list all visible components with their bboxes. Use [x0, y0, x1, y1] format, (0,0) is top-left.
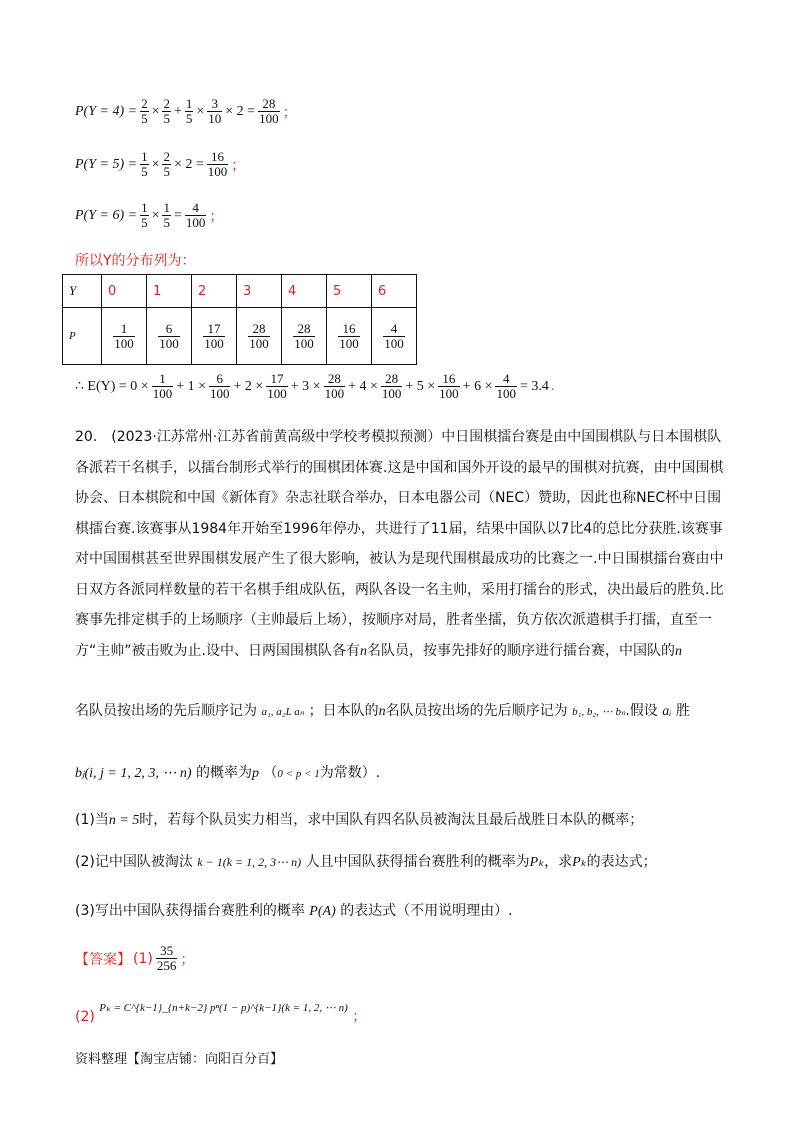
term: + 4 × — [348, 378, 378, 394]
footer-source: 资料整理【淘宝店铺：向阳百分百】 — [75, 1052, 284, 1067]
var-pk: Pₖ — [572, 855, 587, 870]
answer-formula: Pₖ = C^{k−1}_{n+k−2} pⁿ(1 − p)^{k−1}(k = 1, 2, ⋯ n) — [99, 1002, 348, 1014]
var-n: n — [359, 643, 367, 659]
operator: × 2 = — [173, 156, 204, 172]
var-p: p — [251, 766, 259, 781]
fraction: $\frac{1}{5}$ — [141, 200, 148, 230]
table-cell: $\frac{6}{100}$ — [147, 308, 192, 365]
expectation-equation — [75, 372, 554, 401]
text: .假设 — [625, 703, 658, 719]
punctuation: ； — [282, 105, 297, 121]
text: 的概率为 — [195, 765, 252, 781]
text: 记中国队被淘汰 — [94, 854, 193, 870]
answer-label: (2) — [75, 1009, 95, 1025]
text: 时，若每个队员实力相当，求中国队有四名队员被淘汰且最后战胜日本队的概率； — [139, 812, 644, 828]
text: ；日本队的 — [308, 703, 379, 719]
operator: × — [196, 103, 205, 119]
var-pk: Pₖ — [529, 855, 545, 870]
distribution-title: 所以Y的分布列为： — [75, 253, 196, 269]
question-label: (2) — [75, 854, 95, 870]
text: 人且中国队获得擂台赛胜利的概率为 — [305, 854, 530, 870]
punctuation: ； — [180, 951, 195, 968]
var-ai: aᵢ — [662, 704, 672, 719]
equation-p-y-5 — [75, 150, 245, 179]
term: + 6 × — [462, 378, 493, 394]
fraction: $\frac{1}{5}$ — [163, 200, 170, 230]
table-header-y: Y — [63, 275, 102, 308]
answer-fraction: $\frac{35}{256}$ — [156, 943, 177, 973]
eq-lhs: P(Y = 6) = — [75, 207, 138, 223]
var-n: n — [378, 704, 386, 719]
fraction: $\frac{1}{100}$ — [152, 371, 173, 401]
fraction: $\frac{2}{5}$ — [163, 96, 170, 126]
operator: × — [151, 103, 160, 119]
text: 的表达式（不用说明理由）. — [340, 903, 513, 919]
text: 胜 — [675, 703, 690, 719]
var-pa: P(A) — [309, 904, 336, 919]
result: = 3.4 — [519, 378, 549, 394]
var-bj: bⱼ(i, j = 1, 2, 3, ⋯ n) — [75, 766, 192, 781]
fraction: $\frac{28}{100}$ — [324, 371, 345, 401]
equation-p-y-4 — [75, 97, 297, 126]
fraction: $\frac{6}{100}$ — [209, 371, 230, 401]
table-cell: 2 — [192, 275, 237, 308]
text: 名队员按出场的先后顺序记为 — [75, 703, 257, 719]
answer-tag: 【答案】 — [75, 951, 131, 968]
term: + 2 × — [233, 378, 264, 394]
table-cell: 4 — [282, 275, 327, 308]
punctuation: . — [550, 378, 555, 394]
operator: × — [151, 156, 160, 172]
text: 写出中国队获得擂台赛胜利的概率 — [94, 903, 305, 919]
table-cell: 0 — [102, 275, 147, 308]
eq-lhs: ∴ E(Y) = 0 × — [75, 379, 149, 394]
term: + 3 × — [290, 378, 321, 394]
text: 当 — [94, 812, 109, 828]
table-cell: 3 — [237, 275, 282, 308]
table-header-p: P — [63, 308, 102, 365]
eq-lhs: P(Y = 4) = — [75, 103, 138, 119]
question-label: (1) — [75, 812, 95, 828]
table-cell: 1 — [147, 275, 192, 308]
question-2 — [75, 851, 657, 871]
text: （ — [263, 765, 278, 781]
var-k: k − 1(k = 1, 2, 3⋯ n) — [197, 855, 302, 869]
table-row-values — [63, 275, 417, 308]
fraction: $\frac{28}{100}$ — [381, 371, 402, 401]
fraction: $\frac{17}{100}$ — [267, 371, 287, 401]
table-cell: $\frac{16}{100}$ — [327, 308, 372, 365]
answer-line-1 — [75, 944, 194, 973]
problem-body-cont: 名队员，按事先排好的顺序进行擂台赛，中国队的 — [366, 642, 675, 659]
fraction: $\frac{2}{5}$ — [141, 96, 148, 126]
punctuation: ； — [209, 209, 224, 225]
table-cell: $\frac{28}{100}$ — [237, 308, 282, 365]
question-1 — [75, 809, 643, 829]
condition: 0 < p < 1 — [277, 768, 320, 780]
table-row-probs — [63, 308, 417, 365]
eq-lhs: P(Y = 5) = — [75, 156, 138, 172]
table-cell: 5 — [327, 275, 372, 308]
sequence-a: a₁, a₂L aₙ — [261, 706, 305, 718]
table-cell: $\frac{28}{100}$ — [282, 308, 327, 365]
condition: n = 5 — [108, 813, 140, 828]
term: + 1 × — [176, 378, 206, 394]
equation-p-y-6 — [75, 201, 223, 230]
fraction: $\frac{1}{5}$ — [141, 149, 148, 179]
result-fraction: $\frac{16}{100}$ — [207, 149, 228, 179]
punctuation: ； — [352, 1009, 367, 1025]
text: 的表达式； — [586, 854, 657, 870]
text: ，求 — [544, 854, 573, 870]
var-n: n — [674, 643, 682, 659]
answer-label: (1) — [133, 950, 153, 967]
operator: + — [173, 103, 182, 119]
sequence-b: b₁, b₂, ⋯ bₙ — [572, 706, 626, 718]
operator: = — [173, 207, 182, 223]
table-cell: $\frac{4}{100}$ — [372, 308, 417, 365]
operator: × — [151, 207, 160, 223]
problem-body: 20. (2023·江苏常州·江苏省前黄高级中学校考模拟预测）中日围棋擂台赛是由中国围棋队与日本围棋队各派若干名棋手，以擂台制形式举行的围棋团体赛.这是中国和国外开设的最早的围棋对抗赛，由中国围棋协会、日本棋院和中国《新体育》杂志社联合举办，日本电器公司（NEC）赞助，因此也称NEC杯中日围棋擂台赛.该赛事从1984年开始至1996年停办，共进行了11届，结果中国队以7比4的总比分获胜.该赛事对中国围棋甚至世界围棋发展产生了很大影响，被认为是现代围棋最成功的比赛之一.中日围棋擂台赛由中日双方各派同样数量的若干名棋手组成队伍，两队各设一名主帅，采用打擂台的形式，决出最后的胜负.比赛事先排定棋手的上场顺序（主帅最后上场），按顺序对局，胜者坐擂，负方依次派遣棋手打擂，直至一方“主帅”被击败为止.设中、日两国围棋队各有 — [75, 429, 724, 659]
fraction: $\frac{4}{100}$ — [496, 371, 516, 401]
result-fraction: $\frac{4}{100}$ — [185, 200, 206, 230]
fraction: $\frac{2}{5}$ — [163, 149, 170, 179]
question-3 — [75, 900, 513, 920]
table-cell: $\frac{1}{100}$ — [102, 308, 147, 365]
operator: × 2 = — [225, 103, 256, 119]
result-fraction: $\frac{28}{100}$ — [259, 96, 279, 126]
table-cell: $\frac{17}{100}$ — [192, 308, 237, 365]
distribution-table — [62, 274, 417, 365]
answer-line-2 — [75, 996, 367, 1025]
fraction: $\frac{3}{10}$ — [208, 96, 222, 126]
question-label: (3) — [75, 903, 95, 919]
punctuation: ； — [231, 158, 246, 174]
term: + 5 × — [405, 378, 436, 394]
table-cell: 6 — [372, 275, 417, 308]
problem-line-sequences — [75, 700, 690, 720]
problem-line-probability — [75, 762, 380, 782]
problem-20-text — [75, 422, 735, 667]
fraction: $\frac{16}{100}$ — [439, 371, 459, 401]
text: 名队员按出场的先后顺序记为 — [385, 703, 568, 719]
fraction: $\frac{1}{5}$ — [185, 96, 193, 126]
text: 为常数）. — [319, 765, 381, 781]
